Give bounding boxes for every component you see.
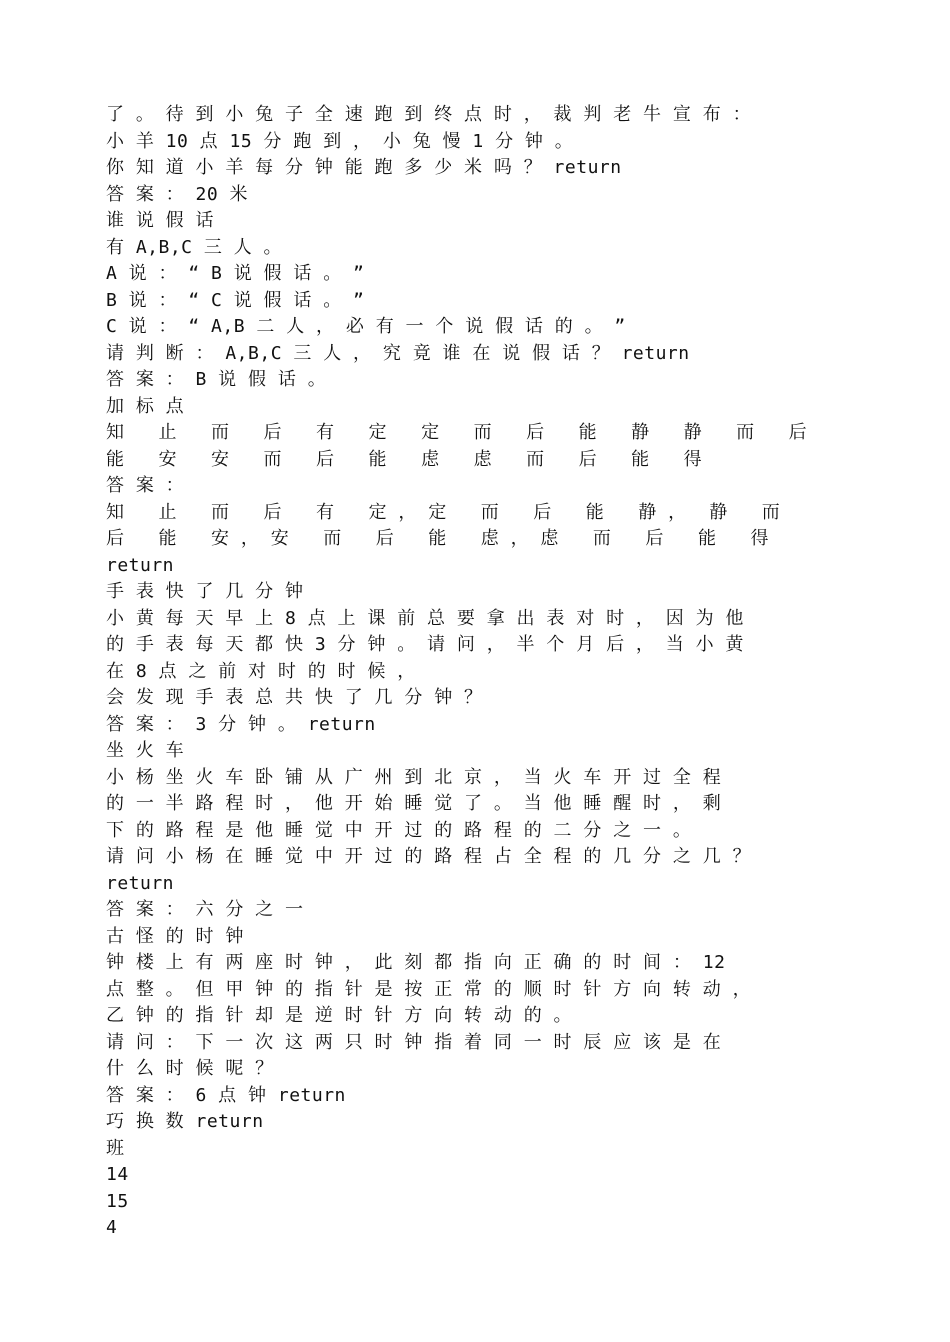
text-line: 答 案 ： 3 分 钟 。 return xyxy=(106,713,376,735)
text-line: 答 案 ： xyxy=(106,475,185,496)
text-line: 你 知 道 小 羊 每 分 钟 能 跑 多 少 米 吗 ？ return xyxy=(106,157,622,178)
text-line: 知 止 而 后 有 定 定 而 后 能 静 静 而 后 xyxy=(106,422,808,443)
text-line: 答 案 ： 六 分 之 一 xyxy=(106,899,304,920)
text-line: 后 能 安 ， 安 而 后 能 虑 ， 虑 而 后 能 得 xyxy=(106,528,769,549)
text-line: return xyxy=(106,872,175,894)
section-heading: 谁 说 假 话 xyxy=(106,210,215,231)
text-line: 知 止 而 后 有 定 ， 定 而 后 能 静 ， 静 而 xyxy=(106,501,781,523)
text-line: 了 。 待 到 小 兔 子 全 速 跑 到 终 点 时 ， 裁 判 老 牛 宣 布 ： xyxy=(106,104,752,125)
section-heading: 坐 火 车 xyxy=(106,740,185,761)
text-line: 的 手 表 每 天 都 快 3 分 钟 。 请 问 ， 半 个 月 后 ， 当 小 黄 xyxy=(106,634,744,655)
text-line: 钟 楼 上 有 两 座 时 钟 ， 此 刻 都 指 向 正 确 的 时 间 ： 12 xyxy=(106,952,726,973)
text-line: 有 A,B,C 三 人 。 xyxy=(106,236,283,258)
text-line: 15 xyxy=(106,1190,129,1212)
text-line: A 说 ： “ B 说 假 话 。 ” xyxy=(106,263,365,284)
text-line: 能 安 安 而 后 能 虑 虑 而 后 能 得 xyxy=(106,448,703,470)
text-line: 请 判 断 ： A,B,C 三 人 ， 究 竟 谁 在 说 假 话 ？ return xyxy=(106,342,690,364)
text-line: 答 案 ： 6 点 钟 return xyxy=(106,1084,346,1106)
text-line: 下 的 路 程 是 他 睡 觉 中 开 过 的 路 程 的 二 分 之 一 。 xyxy=(106,819,692,841)
document-body xyxy=(106,102,866,1242)
text-line: 小 黄 每 天 早 上 8 点 上 课 前 总 要 拿 出 表 对 时 ， 因 为 他 xyxy=(106,607,744,629)
section-heading: 手 表 快 了 几 分 钟 xyxy=(106,581,304,602)
text-line: return xyxy=(106,554,175,576)
text-line: 班 xyxy=(106,1137,125,1159)
text-line: 请 问 小 杨 在 睡 觉 中 开 过 的 路 程 占 全 程 的 几 分 之 几 ？ xyxy=(106,846,752,867)
text-line: 答 案 ： B 说 假 话 。 xyxy=(106,369,327,390)
text-line: 答 案 ： 20 米 xyxy=(106,183,249,205)
section-heading: 加 标 点 xyxy=(106,395,185,417)
text-line: B 说 ： “ C 说 假 话 。 ” xyxy=(106,289,365,311)
text-line: C 说 ： “ A,B 二 人 ， 必 有 一 个 说 假 话 的 。 ” xyxy=(106,316,626,337)
text-line: 请 问 ： 下 一 次 这 两 只 时 钟 指 着 同 一 时 辰 应 该 是 在 xyxy=(106,1031,722,1053)
text-line: 乙 钟 的 指 针 却 是 逆 时 针 方 向 转 动 的 。 xyxy=(106,1005,573,1026)
section-heading: 古 怪 的 时 钟 xyxy=(106,925,244,947)
section-heading: 巧 换 数 return xyxy=(106,1111,264,1132)
text-line: 小 杨 坐 火 车 卧 铺 从 广 州 到 北 京 ， 当 火 车 开 过 全 程 xyxy=(106,766,722,788)
text-line: 的 一 半 路 程 时 ， 他 开 始 睡 觉 了 。 当 他 睡 醒 时 ， 剩 xyxy=(106,793,722,814)
page-number: 4 xyxy=(106,1217,118,1238)
text-line: 什 么 时 候 呢 ？ xyxy=(106,1058,274,1079)
text-line: 会 发 现 手 表 总 共 快 了 几 分 钟 ？ xyxy=(106,687,483,708)
text-line: 在 8 点 之 前 对 时 的 时 候 ， xyxy=(106,660,416,682)
text-line: 小 羊 10 点 15 分 跑 到 ， 小 兔 慢 1 分 钟 。 xyxy=(106,130,574,152)
text-line: 点 整 。 但 甲 钟 的 指 针 是 按 正 常 的 顺 时 针 方 向 转 动 ， xyxy=(106,978,752,1000)
text-line: 14 xyxy=(106,1164,129,1185)
